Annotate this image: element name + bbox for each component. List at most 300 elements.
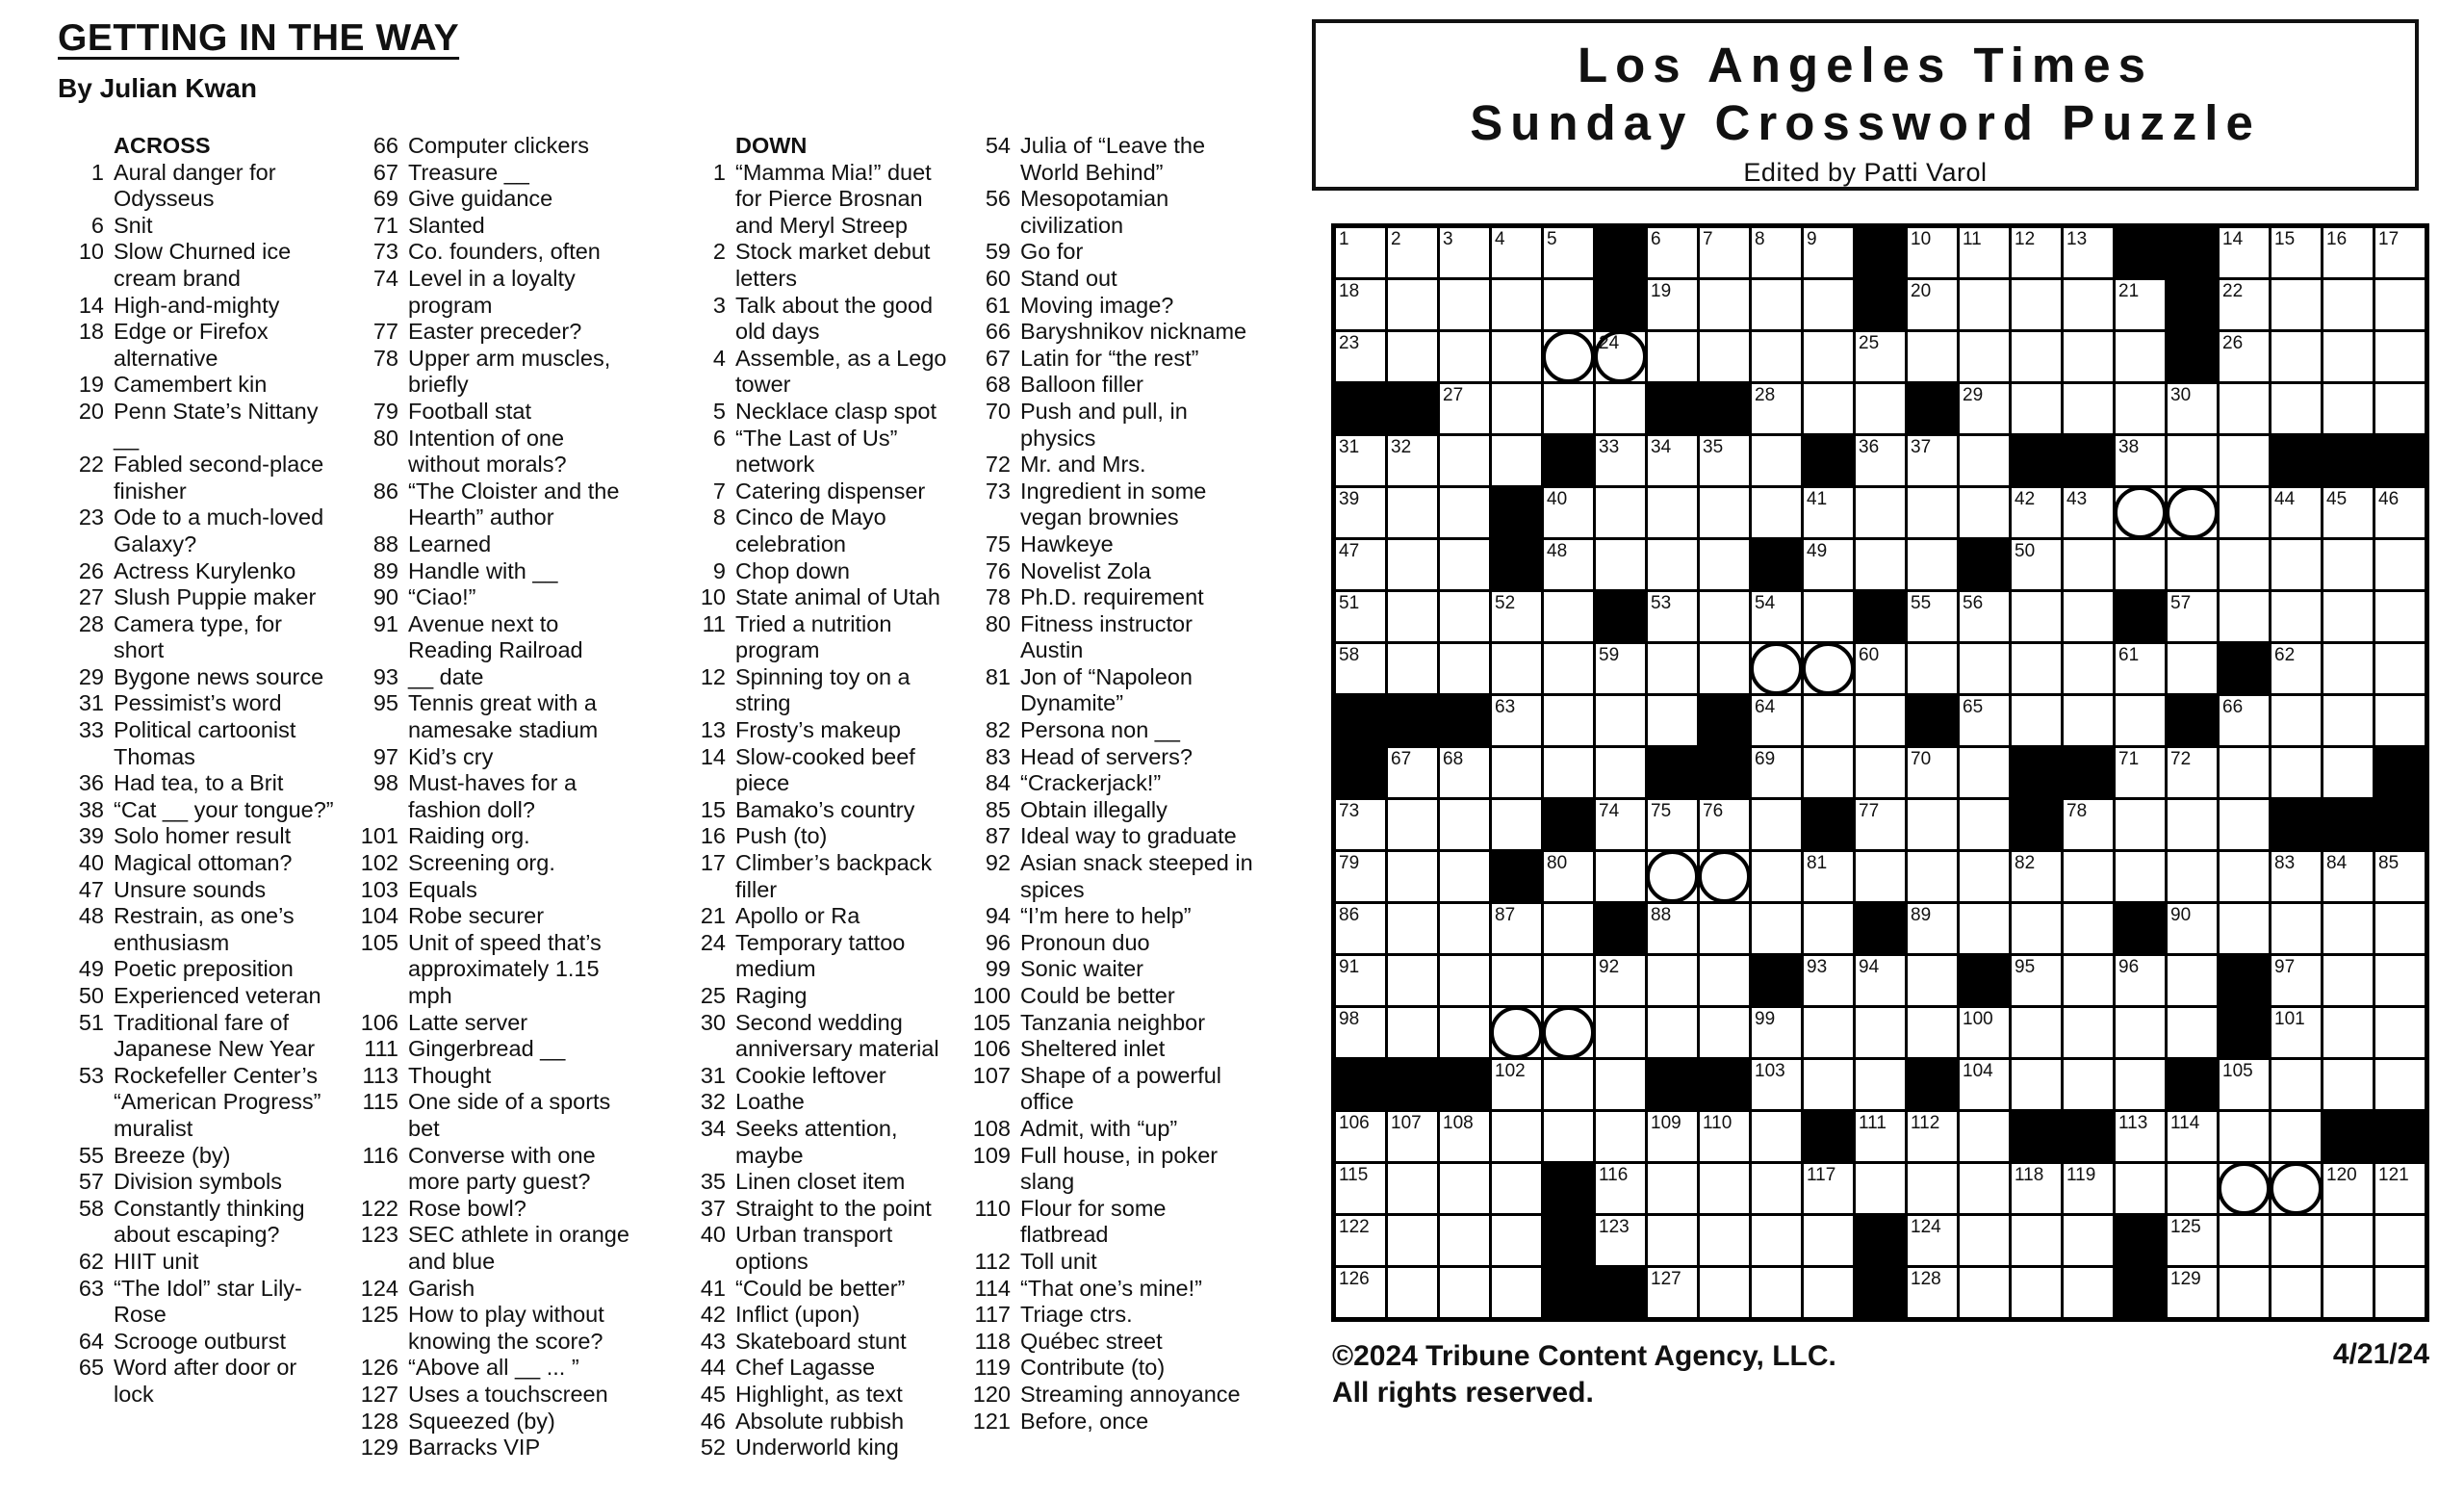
grid-cell[interactable]: [2116, 800, 2165, 849]
grid-cell[interactable]: [1960, 696, 2009, 745]
grid-cell[interactable]: [1752, 1164, 1801, 1213]
grid-cell[interactable]: [2064, 1216, 2113, 1265]
grid-cell[interactable]: [2375, 1164, 2425, 1213]
grid-cell[interactable]: [1700, 800, 1749, 849]
grid-cell[interactable]: [2272, 1060, 2321, 1109]
grid-cell[interactable]: [1596, 488, 1645, 537]
grid-cell[interactable]: [1440, 852, 1489, 901]
grid-cell[interactable]: [1492, 1008, 1541, 1057]
grid-cell[interactable]: [1388, 1268, 1437, 1317]
grid-cell[interactable]: [1336, 228, 1385, 277]
grid-cell[interactable]: [2375, 384, 2425, 433]
grid-cell[interactable]: [2220, 800, 2269, 849]
grid-cell[interactable]: [1804, 1008, 1853, 1057]
grid-cell[interactable]: [1752, 904, 1801, 953]
grid-cell[interactable]: [1700, 228, 1749, 277]
grid-cell[interactable]: [1960, 332, 2009, 381]
grid-cell[interactable]: [1752, 852, 1801, 901]
grid-cell[interactable]: [1492, 332, 1541, 381]
grid-cell[interactable]: [1388, 280, 1437, 329]
grid-cell[interactable]: [1752, 488, 1801, 537]
grid-cell[interactable]: [1960, 488, 2009, 537]
grid-cell[interactable]: [1440, 1164, 1489, 1213]
grid-cell[interactable]: [2064, 384, 2113, 433]
grid-cell[interactable]: [1492, 800, 1541, 849]
grid-cell[interactable]: [2375, 1008, 2425, 1057]
grid-cell[interactable]: [1336, 280, 1385, 329]
grid-cell[interactable]: [2375, 696, 2425, 745]
grid-cell[interactable]: [2168, 384, 2217, 433]
grid-cell[interactable]: [1440, 488, 1489, 537]
grid-cell[interactable]: [1700, 436, 1749, 485]
grid-cell[interactable]: [1752, 1268, 1801, 1317]
grid-cell[interactable]: [1700, 644, 1749, 693]
grid-cell[interactable]: [1388, 228, 1437, 277]
grid-cell[interactable]: [1648, 488, 1697, 537]
grid-cell[interactable]: [2064, 228, 2113, 277]
grid-cell[interactable]: [1648, 1008, 1697, 1057]
grid-cell[interactable]: [2012, 1060, 2061, 1109]
grid-cell[interactable]: [1960, 904, 2009, 953]
grid-cell[interactable]: [1440, 1216, 1489, 1265]
grid-cell[interactable]: [2220, 436, 2269, 485]
grid-cell[interactable]: [1752, 1008, 1801, 1057]
grid-cell[interactable]: [1648, 956, 1697, 1005]
grid-cell[interactable]: [2116, 956, 2165, 1005]
grid-cell[interactable]: [1700, 852, 1749, 901]
grid-cell[interactable]: [2323, 280, 2373, 329]
grid-cell[interactable]: [1336, 332, 1385, 381]
grid-cell[interactable]: [2323, 748, 2373, 797]
grid-cell[interactable]: [2272, 332, 2321, 381]
grid-cell[interactable]: [1856, 644, 1905, 693]
grid-cell[interactable]: [2272, 384, 2321, 433]
grid-cell[interactable]: [1648, 1268, 1697, 1317]
grid-cell[interactable]: [2012, 228, 2061, 277]
grid-cell[interactable]: [1804, 1060, 1853, 1109]
grid-cell[interactable]: [2375, 904, 2425, 953]
grid-cell[interactable]: [2012, 1164, 2061, 1213]
grid-cell[interactable]: [2220, 852, 2269, 901]
grid-cell[interactable]: [1440, 332, 1489, 381]
grid-cell[interactable]: [1960, 1268, 2009, 1317]
grid-cell[interactable]: [1804, 644, 1853, 693]
grid-cell[interactable]: [2220, 488, 2269, 537]
grid-cell[interactable]: [1440, 228, 1489, 277]
grid-cell[interactable]: [1336, 800, 1385, 849]
grid-cell[interactable]: [1908, 228, 1957, 277]
grid-cell[interactable]: [2168, 644, 2217, 693]
grid-cell[interactable]: [1544, 904, 1593, 953]
grid-cell[interactable]: [2064, 488, 2113, 537]
grid-cell[interactable]: [1856, 1060, 1905, 1109]
grid-cell[interactable]: [2323, 1008, 2373, 1057]
grid-cell[interactable]: [2375, 852, 2425, 901]
grid-cell[interactable]: [1648, 800, 1697, 849]
grid-cell[interactable]: [2323, 1164, 2373, 1213]
grid-cell[interactable]: [2272, 1268, 2321, 1317]
grid-cell[interactable]: [1856, 384, 1905, 433]
grid-cell[interactable]: [2375, 1216, 2425, 1265]
grid-cell[interactable]: [1492, 1268, 1541, 1317]
grid-cell[interactable]: [2272, 1164, 2321, 1213]
grid-cell[interactable]: [1752, 436, 1801, 485]
grid-cell[interactable]: [2272, 280, 2321, 329]
grid-cell[interactable]: [1388, 1216, 1437, 1265]
grid-cell[interactable]: [1856, 1164, 1905, 1213]
grid-cell[interactable]: [1388, 592, 1437, 641]
grid-cell[interactable]: [1700, 1164, 1749, 1213]
grid-cell[interactable]: [2064, 1060, 2113, 1109]
grid-cell[interactable]: [1596, 852, 1645, 901]
grid-cell[interactable]: [2116, 696, 2165, 745]
grid-cell[interactable]: [1440, 1268, 1489, 1317]
grid-cell[interactable]: [1492, 644, 1541, 693]
grid-cell[interactable]: [1804, 748, 1853, 797]
grid-cell[interactable]: [1336, 956, 1385, 1005]
grid-cell[interactable]: [1388, 904, 1437, 953]
grid-cell[interactable]: [2012, 852, 2061, 901]
grid-cell[interactable]: [1700, 1008, 1749, 1057]
grid-cell[interactable]: [2168, 1164, 2217, 1213]
grid-cell[interactable]: [2116, 1164, 2165, 1213]
grid-cell[interactable]: [1440, 1112, 1489, 1161]
grid-cell[interactable]: [1492, 1164, 1541, 1213]
grid-cell[interactable]: [2220, 332, 2269, 381]
grid-cell[interactable]: [1440, 904, 1489, 953]
grid-cell[interactable]: [1700, 904, 1749, 953]
grid-cell[interactable]: [1960, 1008, 2009, 1057]
grid-cell[interactable]: [1440, 644, 1489, 693]
grid-cell[interactable]: [1336, 1216, 1385, 1265]
grid-cell[interactable]: [1388, 332, 1437, 381]
grid-cell[interactable]: [2012, 332, 2061, 381]
grid-cell[interactable]: [2323, 592, 2373, 641]
grid-cell[interactable]: [1908, 1008, 1957, 1057]
grid-cell[interactable]: [2012, 1008, 2061, 1057]
grid-cell[interactable]: [2168, 592, 2217, 641]
grid-cell[interactable]: [1908, 1216, 1957, 1265]
grid-cell[interactable]: [1440, 748, 1489, 797]
grid-cell[interactable]: [1336, 1112, 1385, 1161]
grid-cell[interactable]: [2116, 1060, 2165, 1109]
grid-cell[interactable]: [1804, 1268, 1853, 1317]
grid-cell[interactable]: [1752, 644, 1801, 693]
grid-cell[interactable]: [1960, 1164, 2009, 1213]
grid-cell[interactable]: [1388, 852, 1437, 901]
grid-cell[interactable]: [1908, 1164, 1957, 1213]
grid-cell[interactable]: [2116, 540, 2165, 589]
grid-cell[interactable]: [1700, 332, 1749, 381]
grid-cell[interactable]: [2375, 956, 2425, 1005]
grid-cell[interactable]: [1908, 1268, 1957, 1317]
grid-cell[interactable]: [1960, 852, 2009, 901]
grid-cell[interactable]: [2116, 852, 2165, 901]
grid-cell[interactable]: [1648, 592, 1697, 641]
grid-cell[interactable]: [1856, 332, 1905, 381]
grid-cell[interactable]: [2064, 644, 2113, 693]
grid-cell[interactable]: [2116, 384, 2165, 433]
grid-cell[interactable]: [2012, 384, 2061, 433]
grid-cell[interactable]: [1492, 956, 1541, 1005]
grid-cell[interactable]: [2272, 748, 2321, 797]
grid-cell[interactable]: [1544, 280, 1593, 329]
grid-cell[interactable]: [1596, 1060, 1645, 1109]
grid-cell[interactable]: [1544, 1008, 1593, 1057]
grid-cell[interactable]: [1596, 1112, 1645, 1161]
grid-cell[interactable]: [2064, 1268, 2113, 1317]
grid-cell[interactable]: [2272, 228, 2321, 277]
grid-cell[interactable]: [1544, 228, 1593, 277]
grid-cell[interactable]: [1492, 1060, 1541, 1109]
grid-cell[interactable]: [1648, 1112, 1697, 1161]
grid-cell[interactable]: [1544, 384, 1593, 433]
grid-cell[interactable]: [2116, 332, 2165, 381]
grid-cell[interactable]: [1960, 1216, 2009, 1265]
grid-cell[interactable]: [2168, 904, 2217, 953]
grid-cell[interactable]: [1492, 748, 1541, 797]
grid-cell[interactable]: [1336, 1164, 1385, 1213]
grid-cell[interactable]: [2168, 540, 2217, 589]
grid-cell[interactable]: [1960, 1060, 2009, 1109]
grid-cell[interactable]: [2012, 956, 2061, 1005]
grid-cell[interactable]: [1648, 332, 1697, 381]
grid-cell[interactable]: [1388, 748, 1437, 797]
grid-cell[interactable]: [2012, 696, 2061, 745]
grid-cell[interactable]: [1336, 644, 1385, 693]
grid-cell[interactable]: [2323, 852, 2373, 901]
grid-cell[interactable]: [2064, 696, 2113, 745]
grid-cell[interactable]: [1908, 644, 1957, 693]
grid-cell[interactable]: [2012, 904, 2061, 953]
grid-cell[interactable]: [1804, 280, 1853, 329]
grid-cell[interactable]: [2064, 1008, 2113, 1057]
grid-cell[interactable]: [2064, 800, 2113, 849]
grid-cell[interactable]: [2012, 540, 2061, 589]
grid-cell[interactable]: [1336, 1268, 1385, 1317]
grid-cell[interactable]: [2323, 956, 2373, 1005]
grid-cell[interactable]: [2272, 1112, 2321, 1161]
grid-cell[interactable]: [2116, 280, 2165, 329]
grid-cell[interactable]: [1388, 644, 1437, 693]
grid-cell[interactable]: [1908, 280, 1957, 329]
grid-cell[interactable]: [1752, 228, 1801, 277]
grid-cell[interactable]: [2272, 644, 2321, 693]
grid-cell[interactable]: [2272, 956, 2321, 1005]
grid-cell[interactable]: [1856, 1008, 1905, 1057]
grid-cell[interactable]: [1544, 540, 1593, 589]
grid-cell[interactable]: [1544, 1112, 1593, 1161]
grid-cell[interactable]: [1960, 592, 2009, 641]
grid-cell[interactable]: [2168, 748, 2217, 797]
grid-cell[interactable]: [2375, 1268, 2425, 1317]
grid-cell[interactable]: [1908, 748, 1957, 797]
grid-cell[interactable]: [1388, 488, 1437, 537]
grid-cell[interactable]: [1596, 748, 1645, 797]
grid-cell[interactable]: [1648, 1164, 1697, 1213]
grid-cell[interactable]: [2116, 1008, 2165, 1057]
grid-cell[interactable]: [2168, 1112, 2217, 1161]
grid-cell[interactable]: [1908, 956, 1957, 1005]
grid-cell[interactable]: [1388, 540, 1437, 589]
grid-cell[interactable]: [1804, 488, 1853, 537]
grid-cell[interactable]: [1388, 800, 1437, 849]
grid-cell[interactable]: [1648, 1216, 1697, 1265]
grid-cell[interactable]: [1544, 488, 1593, 537]
grid-cell[interactable]: [2323, 228, 2373, 277]
grid-cell[interactable]: [1960, 436, 2009, 485]
grid-cell[interactable]: [1804, 592, 1853, 641]
grid-cell[interactable]: [1492, 280, 1541, 329]
grid-cell[interactable]: [1492, 904, 1541, 953]
grid-cell[interactable]: [1700, 592, 1749, 641]
grid-cell[interactable]: [1492, 1112, 1541, 1161]
grid-cell[interactable]: [1336, 488, 1385, 537]
grid-cell[interactable]: [1804, 904, 1853, 953]
grid-cell[interactable]: [1388, 1164, 1437, 1213]
grid-cell[interactable]: [2323, 1216, 2373, 1265]
grid-cell[interactable]: [2323, 1268, 2373, 1317]
grid-cell[interactable]: [1908, 800, 1957, 849]
grid-cell[interactable]: [1908, 540, 1957, 589]
grid-cell[interactable]: [1648, 696, 1697, 745]
grid-cell[interactable]: [1700, 540, 1749, 589]
grid-cell[interactable]: [1544, 644, 1593, 693]
grid-cell[interactable]: [1596, 1216, 1645, 1265]
grid-cell[interactable]: [1700, 956, 1749, 1005]
grid-cell[interactable]: [2220, 384, 2269, 433]
grid-cell[interactable]: [2272, 852, 2321, 901]
grid-cell[interactable]: [1544, 956, 1593, 1005]
grid-cell[interactable]: [1492, 436, 1541, 485]
grid-cell[interactable]: [1596, 540, 1645, 589]
grid-cell[interactable]: [1960, 748, 2009, 797]
grid-cell[interactable]: [1752, 1112, 1801, 1161]
grid-cell[interactable]: [1700, 280, 1749, 329]
grid-cell[interactable]: [1596, 644, 1645, 693]
grid-cell[interactable]: [1648, 436, 1697, 485]
grid-cell[interactable]: [1596, 956, 1645, 1005]
grid-cell[interactable]: [1388, 956, 1437, 1005]
grid-cell[interactable]: [1492, 696, 1541, 745]
grid-cell[interactable]: [1648, 644, 1697, 693]
grid-cell[interactable]: [1596, 436, 1645, 485]
grid-cell[interactable]: [1752, 696, 1801, 745]
grid-cell[interactable]: [2012, 1216, 2061, 1265]
grid-cell[interactable]: [2116, 644, 2165, 693]
grid-cell[interactable]: [2220, 1112, 2269, 1161]
grid-cell[interactable]: [2012, 488, 2061, 537]
grid-cell[interactable]: [1700, 1268, 1749, 1317]
grid-cell[interactable]: [2220, 228, 2269, 277]
grid-cell[interactable]: [1752, 800, 1801, 849]
grid-cell[interactable]: [2116, 436, 2165, 485]
grid-cell[interactable]: [2168, 956, 2217, 1005]
grid-cell[interactable]: [1492, 384, 1541, 433]
grid-cell[interactable]: [1492, 1216, 1541, 1265]
grid-cell[interactable]: [2323, 904, 2373, 953]
grid-cell[interactable]: [1440, 280, 1489, 329]
grid-cell[interactable]: [1440, 592, 1489, 641]
grid-cell[interactable]: [2064, 280, 2113, 329]
grid-cell[interactable]: [1856, 956, 1905, 1005]
grid-cell[interactable]: [1804, 332, 1853, 381]
grid-cell[interactable]: [1648, 280, 1697, 329]
grid-cell[interactable]: [1752, 1060, 1801, 1109]
grid-cell[interactable]: [1492, 592, 1541, 641]
grid-cell[interactable]: [2168, 800, 2217, 849]
grid-cell[interactable]: [1804, 696, 1853, 745]
grid-cell[interactable]: [1596, 1164, 1645, 1213]
grid-cell[interactable]: [1960, 800, 2009, 849]
grid-cell[interactable]: [2168, 436, 2217, 485]
grid-cell[interactable]: [1440, 800, 1489, 849]
grid-cell[interactable]: [2064, 904, 2113, 953]
grid-cell[interactable]: [2272, 1008, 2321, 1057]
grid-cell[interactable]: [1908, 436, 1957, 485]
grid-cell[interactable]: [2375, 332, 2425, 381]
grid-cell[interactable]: [1960, 384, 2009, 433]
grid-cell[interactable]: [1804, 1216, 1853, 1265]
grid-cell[interactable]: [1336, 904, 1385, 953]
grid-cell[interactable]: [2375, 280, 2425, 329]
grid-cell[interactable]: [1440, 1008, 1489, 1057]
grid-cell[interactable]: [1388, 1008, 1437, 1057]
grid-cell[interactable]: [1544, 1060, 1593, 1109]
grid-cell[interactable]: [2168, 1268, 2217, 1317]
grid-cell[interactable]: [2323, 384, 2373, 433]
grid-cell[interactable]: [2220, 1164, 2269, 1213]
grid-cell[interactable]: [2064, 540, 2113, 589]
grid-cell[interactable]: [2168, 1008, 2217, 1057]
grid-cell[interactable]: [1856, 696, 1905, 745]
grid-cell[interactable]: [2064, 332, 2113, 381]
grid-cell[interactable]: [1752, 280, 1801, 329]
grid-cell[interactable]: [1544, 332, 1593, 381]
grid-cell[interactable]: [1960, 1112, 2009, 1161]
grid-cell[interactable]: [2323, 540, 2373, 589]
grid-cell[interactable]: [1648, 852, 1697, 901]
grid-cell[interactable]: [2220, 1268, 2269, 1317]
grid-cell[interactable]: [1856, 800, 1905, 849]
grid-cell[interactable]: [1804, 384, 1853, 433]
grid-cell[interactable]: [2064, 592, 2113, 641]
grid-cell[interactable]: [2375, 592, 2425, 641]
grid-cell[interactable]: [2220, 748, 2269, 797]
grid-cell[interactable]: [1648, 904, 1697, 953]
grid-cell[interactable]: [1752, 592, 1801, 641]
grid-cell[interactable]: [1804, 228, 1853, 277]
grid-cell[interactable]: [2272, 904, 2321, 953]
grid-cell[interactable]: [1440, 384, 1489, 433]
grid-cell[interactable]: [1336, 436, 1385, 485]
grid-cell[interactable]: [1908, 904, 1957, 953]
grid-cell[interactable]: [1908, 592, 1957, 641]
grid-cell[interactable]: [2375, 1060, 2425, 1109]
grid-cell[interactable]: [2375, 228, 2425, 277]
grid-cell[interactable]: [1804, 1164, 1853, 1213]
grid-cell[interactable]: [2168, 852, 2217, 901]
grid-cell[interactable]: [1752, 1216, 1801, 1265]
grid-cell[interactable]: [1336, 592, 1385, 641]
grid-cell[interactable]: [2012, 280, 2061, 329]
grid-cell[interactable]: [1960, 280, 2009, 329]
grid-cell[interactable]: [1388, 436, 1437, 485]
grid-cell[interactable]: [1856, 540, 1905, 589]
grid-cell[interactable]: [2272, 696, 2321, 745]
grid-cell[interactable]: [1440, 436, 1489, 485]
grid-cell[interactable]: [1804, 956, 1853, 1005]
